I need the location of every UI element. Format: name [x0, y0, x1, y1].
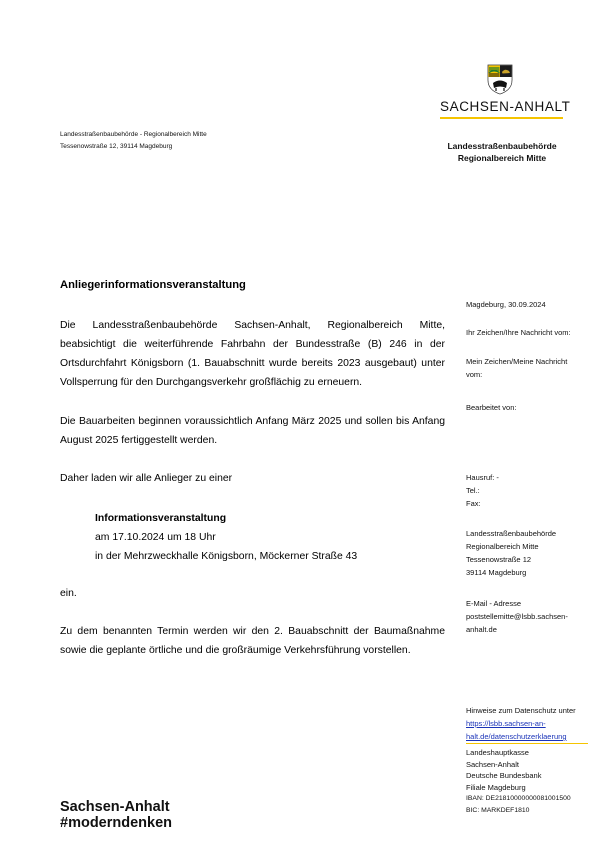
mein-zeichen-line-1: Mein Zeichen/Meine Nachricht	[466, 357, 568, 366]
postal-address	[466, 527, 586, 579]
privacy-link-line-1[interactable]: https://lsbb.sachsen-an-	[466, 719, 546, 728]
privacy-link-line-2[interactable]: halt.de/datenschutzerklaerung	[466, 732, 567, 741]
email-address-line-2[interactable]: anhalt.de	[466, 625, 497, 634]
mein-zeichen-line-2: vom:	[466, 370, 483, 379]
contact-phone-block	[466, 471, 586, 510]
footer-line-1: Sachsen-Anhalt	[60, 799, 170, 815]
paragraph-1: Die Landesstraßenbaubehörde Sachsen-Anhalt, Regionalbereich Mitte, beabsichtigt die weiterführende Fahrbahn der Bundesstraße (B) 246 in der Ortsdurchfahrt Königsborn (1. Bauabschnitt wurde bereits 2023 ausgebaut) unter Vollsperrung für den Durchgangsverkehr großflächig zu erneuern.	[60, 320, 445, 388]
privacy-block	[466, 704, 586, 743]
event-place: in der Mehrzweckhalle Königsborn, Möckerner Straße 43	[95, 551, 358, 562]
brand-underline	[440, 117, 563, 119]
header-logo	[432, 58, 572, 122]
address-line-4: 39114 Magdeburg	[466, 568, 527, 577]
email-label: E-Mail - Adresse	[466, 599, 522, 608]
office-name	[432, 140, 572, 164]
bank-block	[466, 747, 586, 816]
email-block	[466, 597, 586, 636]
brand-name: SACHSEN-ANHALT	[440, 99, 571, 114]
paragraph-5: Zu dem benannten Termin werden wir den 2. Bauabschnitt der Baumaßnahme sowie die geplante örtliche und die großräumige Verkehrsführung vorstellen.	[60, 626, 445, 656]
bank-line-4: Filiale Magdeburg	[466, 782, 526, 792]
address-line-3: Tessenowstraße 12	[466, 555, 532, 564]
ihr-zeichen-label: Ihr Zeichen/Ihre Nachricht vom:	[466, 328, 571, 337]
event-block	[95, 509, 357, 566]
privacy-divider	[466, 743, 588, 744]
state-coat-of-arms-icon	[484, 63, 516, 95]
paragraph-3: Daher laden wir alle Anlieger zu einer	[60, 473, 233, 484]
privacy-label: Hinweise zum Datenschutz unter	[466, 706, 576, 715]
tel-label: Tel.:	[466, 486, 480, 495]
sender-line-2: Tessenowstraße 12, 39114 Magdeburg	[60, 143, 173, 150]
address-line-1: Landesstraßenbaubehörde	[466, 529, 557, 538]
address-line-2: Regionalbereich Mitte	[466, 542, 539, 551]
sender-address	[60, 129, 207, 153]
bank-bic: BIC: MARKDEF1810	[466, 806, 530, 814]
letter-subject: Anliegerinformationsveranstaltung	[60, 279, 246, 291]
office-line-1: Landesstraßenbaubehörde	[447, 141, 557, 151]
bank-iban: IBAN: DE21810000000081001500	[466, 795, 571, 802]
event-title: Informationsveranstaltung	[95, 513, 227, 524]
mein-zeichen-label	[466, 355, 586, 381]
hausruf: Hausruf: -	[466, 473, 499, 482]
paragraph-4: ein.	[60, 588, 77, 599]
footer-slogan	[60, 799, 172, 831]
bank-line-2: Sachsen-Anhalt	[466, 759, 519, 769]
office-line-2: Regionalbereich Mitte	[457, 153, 547, 163]
fax-label: Fax:	[466, 499, 481, 508]
bearbeitet-label: Bearbeitet von:	[466, 403, 517, 412]
email-address-line-1[interactable]: poststellemitte@lsbb.sachsen-	[466, 612, 568, 621]
letter-date: Magdeburg, 30.09.2024	[466, 300, 546, 309]
footer-line-2: #moderndenken	[60, 815, 172, 831]
paragraph-2: Die Bauarbeiten beginnen voraussichtlich Anfang März 2025 und sollen bis Anfang August 2025 fertiggestellt werden.	[60, 416, 445, 446]
bank-line-1: Landeshauptkasse	[466, 748, 529, 757]
sender-line-1: Landesstraßenbaubehörde - Regionalbereich Mitte	[60, 131, 207, 138]
event-date: am 17.10.2024 um 18 Uhr	[95, 532, 216, 543]
bank-line-3: Deutsche Bundesbank	[466, 771, 542, 780]
